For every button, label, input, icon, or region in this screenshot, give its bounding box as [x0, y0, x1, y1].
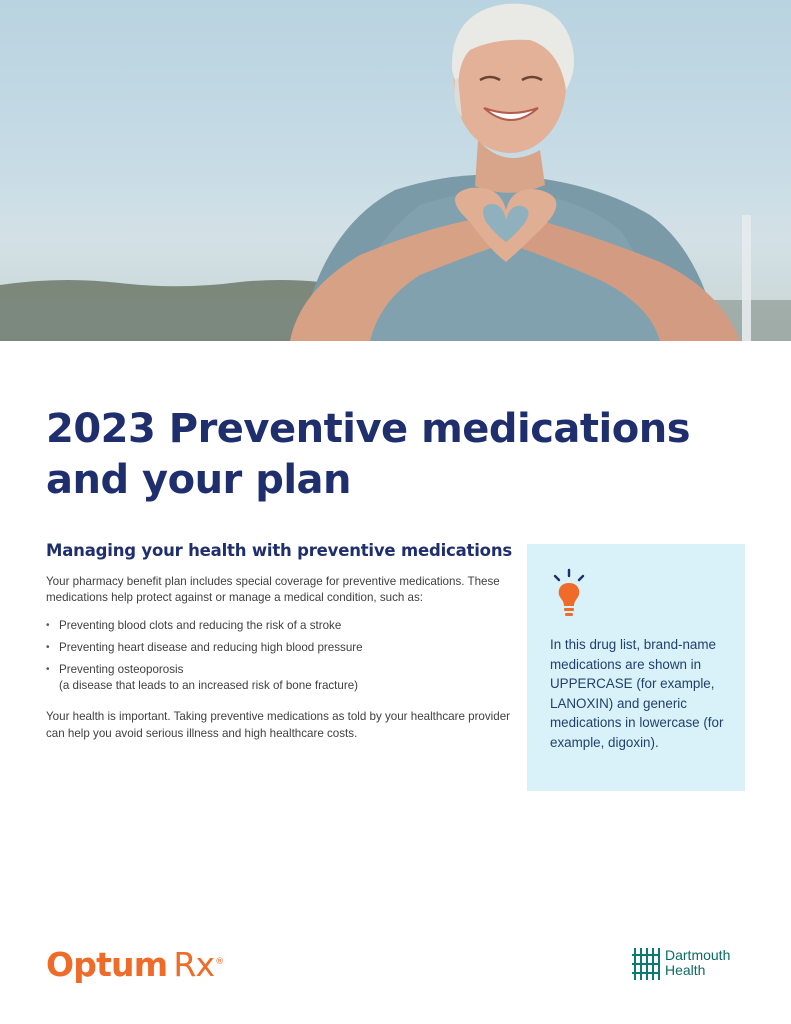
page-title-line-1: 2023 Preventive medications — [46, 406, 691, 452]
list-item-text: Preventing blood clots and reducing the risk of a stroke — [59, 619, 342, 632]
section-heading: Managing your health with preventive medications — [46, 541, 512, 560]
dartmouth-lattice-icon — [631, 947, 661, 981]
drug-list-callout — [527, 544, 745, 791]
callout-text: In this drug list, brand-name medications are shown in UPPERCASE (for example, LANOXIN) and generic medications in lowercase (for example, digoxin). — [550, 637, 724, 750]
hero-photo-illustration — [0, 0, 791, 341]
dartmouth-line-1: Dartmouth — [665, 947, 731, 963]
optum-wordmark: Optum — [46, 945, 168, 984]
dartmouth-health-logo — [631, 947, 751, 981]
registered-mark: ® — [215, 957, 224, 967]
list-item — [46, 662, 516, 694]
optum-rx-logo — [46, 945, 223, 984]
list-item — [46, 618, 516, 634]
closing-paragraph: Your health is important. Taking preventive medications as told by your healthcare provider can help you avoid serious illness and high healthcare costs. — [46, 710, 511, 740]
hero-photo — [0, 0, 791, 341]
rx-wordmark: Rx — [173, 945, 215, 984]
condition-list — [46, 618, 516, 700]
list-item-note: (a disease that leads to an increased risk of bone fracture) — [59, 679, 359, 692]
list-item-text: Preventing heart disease and reducing high blood pressure — [59, 641, 363, 654]
lightbulb-icon — [549, 568, 589, 620]
dartmouth-line-2: Health — [665, 962, 706, 978]
page-title-line-2: and your plan — [46, 457, 352, 503]
page-title — [46, 404, 746, 506]
intro-paragraph: Your pharmacy benefit plan includes special coverage for preventive medications. These medications help protect against or manage a medical condition, such as: — [46, 575, 500, 604]
dartmouth-wordmark — [665, 948, 730, 978]
list-item — [46, 640, 516, 656]
list-item-text: Preventing osteoporosis — [59, 663, 184, 676]
